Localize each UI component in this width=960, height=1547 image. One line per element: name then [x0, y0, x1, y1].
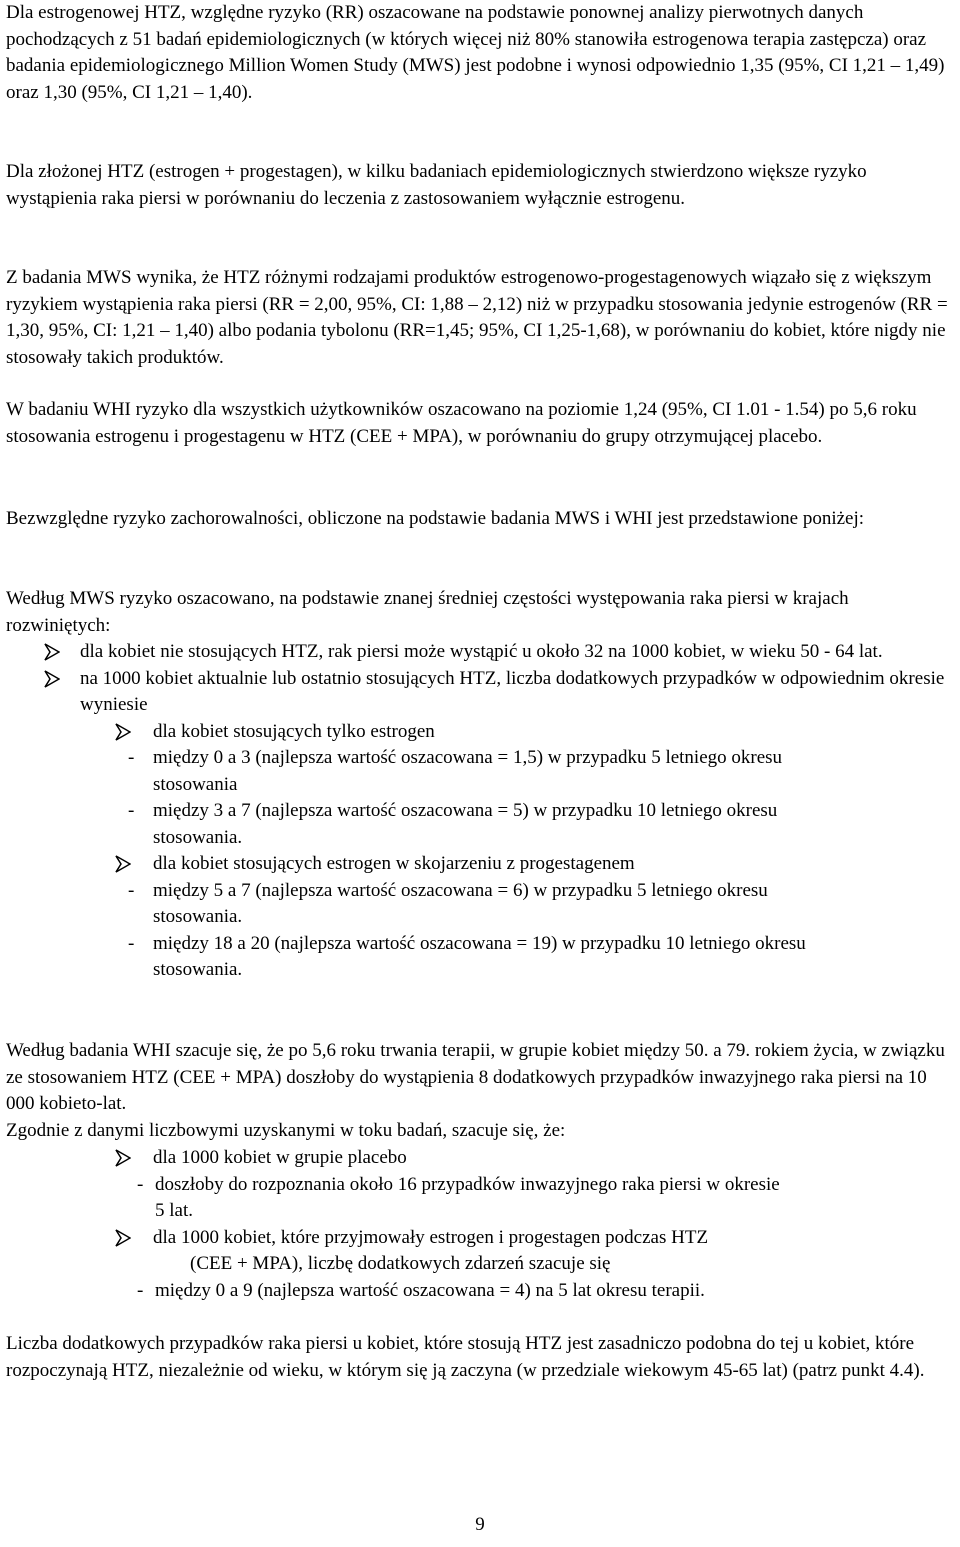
- dash-item-continuation: stosowania.: [153, 906, 243, 927]
- paragraph-absolute-risk: Bezwzględne ryzyko zachorowalności, obliczone na podstawie badania MWS i WHI jest przedstawione poniżej:: [6, 508, 865, 529]
- paragraph-whi-intro: Zgodnie z danymi liczbowymi uzyskanymi w toku badań, szacuje się, że:: [6, 1119, 566, 1141]
- paragraph-whi-estimate-text: Według badania WHI szacuje się, że po 5,6 roku trwania terapii, w grupie kobiet między 50. a 79. rokiem życia, w związku ze stosowaniem HTZ (CEE + MPA) doszłoby do wystąpienia 8 dodatkowych przypadków inwazyjnego raka piersi na 10 000 kobieto-lat.: [6, 1040, 945, 1114]
- paragraph-conclusion: Liczba dodatkowych przypadków raka piersi u kobiet, które stosują HTZ jest zasadniczo podobna do tej u kobiet, które rozpoczynają HTZ, niezależnie od wieku, w którym się ją zaczyna (w przedziale wiekowym 45-65 lat) (patrz punkt 4.4).: [6, 1333, 925, 1381]
- paragraph-estrogen-rr: Dla estrogenowej HTZ, względne ryzyko (RR) oszacowane na podstawie ponownej analizy pierwotnych danych pochodzących z 51 badań epidemiologicznych (w których więcej niż 80% stanowiła estrogenowa terapia zastępcza) oraz badania epidemiologicznego Million Women Study (MWS) jest podobne i wynosi odpowiednio 1,35 (95%, CI 1,21 – 1,49) oraz 1,30 (95%, CI 1,21 – 1,40).: [6, 2, 945, 103]
- dash-marker: -: [128, 747, 135, 768]
- dash-item-text: między 0 a 3 (najlepsza wartość oszacowana = 1,5) w przypadku 5 letniego okresu: [153, 747, 783, 768]
- dash-item-continuation: stosowania.: [153, 959, 243, 980]
- dash-item-text: między 5 a 7 (najlepsza wartość oszacowana = 6) w przypadku 5 letniego okresu: [153, 879, 768, 901]
- list-item-text: dla 1000 kobiet w grupie placebo: [153, 1147, 407, 1168]
- arrow-bullet-icon: [115, 1229, 131, 1247]
- dash-item: [0, 931, 956, 984]
- paragraph-mws-estimate: Według MWS ryzyko oszacowano, na podstawie znanej średniej częstości występowania raka piersi w krajach rozwiniętych:: [6, 588, 849, 636]
- dash-marker: -: [137, 1173, 144, 1195]
- list-item: [0, 639, 956, 666]
- dash-item-text: między 3 a 7 (najlepsza wartość oszacowana = 5) w przypadku 10 letniego okresu: [153, 800, 778, 821]
- dash-item: [0, 1172, 956, 1225]
- sub-list-item-text: dla kobiet stosujących estrogen w skojarzeniu z progestagenem: [153, 853, 635, 874]
- arrow-bullet-icon: [115, 855, 131, 873]
- paragraph-whi-risk: W badaniu WHI ryzyko dla wszystkich użytkowników oszacowano na poziomie 1,24 (95%, CI 1.01 - 1.54) po 5,6 roku stosowania estrogenu i progestagenu w HTZ (CEE + MPA), w porównaniu do grupy otrzymującej placebo.: [6, 399, 917, 447]
- arrow-bullet-icon: [115, 723, 131, 741]
- whi-risk-list: [0, 1145, 956, 1304]
- dash-item-text: między 0 a 9 (najlepsza wartość oszacowana = 4) na 5 lat okresu terapii.: [155, 1279, 705, 1301]
- paragraph-whi-estimate: [6, 1038, 956, 1144]
- list-item-text: na 1000 kobiet aktualnie lub ostatnio stosujących HTZ, liczba dodatkowych przypadków w odpowiednim okresie wyniesie: [80, 667, 945, 715]
- dash-marker: -: [128, 932, 135, 954]
- dash-marker: -: [128, 800, 135, 821]
- arrow-bullet-icon: [44, 643, 60, 661]
- list-item-text: dla 1000 kobiet, które przyjmowały estrogen i progestagen podczas HTZ: [153, 1226, 709, 1248]
- dash-item: [0, 1278, 956, 1305]
- dash-marker: -: [128, 879, 135, 901]
- dash-marker: -: [137, 1279, 144, 1301]
- dash-item-continuation: 5 lat.: [155, 1200, 193, 1221]
- dash-item: [0, 798, 956, 851]
- list-item-text: dla kobiet nie stosujących HTZ, rak piersi może wystąpić u około 32 na 1000 kobiet, w wieku 50 - 64 lat.: [80, 641, 883, 662]
- list-item: [0, 666, 956, 719]
- arrow-bullet-icon: [44, 670, 60, 688]
- arrow-bullet-icon: [115, 1149, 131, 1167]
- dash-item-continuation: stosowania.: [153, 826, 243, 848]
- dash-item-text: między 18 a 20 (najlepsza wartość oszacowana = 19) w przypadku 10 letniego okresu: [153, 932, 806, 954]
- paragraph-combined-htz: Dla złożonej HTZ (estrogen + progestagen), w kilku badaniach epidemiologicznych stwierdzono większe ryzyko wystąpienia raka piersi w porównaniu do leczenia z zastosowaniem wyłącznie estrogenu.: [6, 161, 867, 209]
- dash-item-text: doszłoby do rozpoznania około 16 przypadków inwazyjnego raka piersi w okresie: [155, 1173, 780, 1195]
- paragraph-mws-results: Z badania MWS wynika, że HTZ różnymi rodzajami produktów estrogenowo-progestagenowych wiązało się z większym ryzykiem wystąpienia raka piersi (RR = 2,00, 95%, CI: 1,88 – 2,12) niż w przypadku stosowania jedynie estrogenów (RR = 1,30, 95%, CI: 1,21 – 1,40) albo podania tybolonu (RR=1,45; 95%, CI 1,25-1,68), w porównaniu do kobiet, które nigdy nie stosowały takich produktów.: [6, 267, 948, 368]
- sub-list-item-text: dla kobiet stosujących tylko estrogen: [153, 720, 435, 742]
- sub-list-item: [0, 851, 956, 878]
- mws-risk-list: [0, 639, 956, 984]
- dash-item: [0, 745, 956, 798]
- list-item-continuation: (CEE + MPA), liczbę dodatkowych zdarzeń szacuje się: [190, 1253, 611, 1274]
- list-item: [0, 1225, 956, 1278]
- dash-item: [0, 878, 956, 931]
- sub-list-item: [0, 719, 956, 746]
- dash-item-continuation: stosowania: [153, 773, 238, 795]
- page-number: 9: [475, 1514, 485, 1535]
- list-item: [0, 1145, 956, 1172]
